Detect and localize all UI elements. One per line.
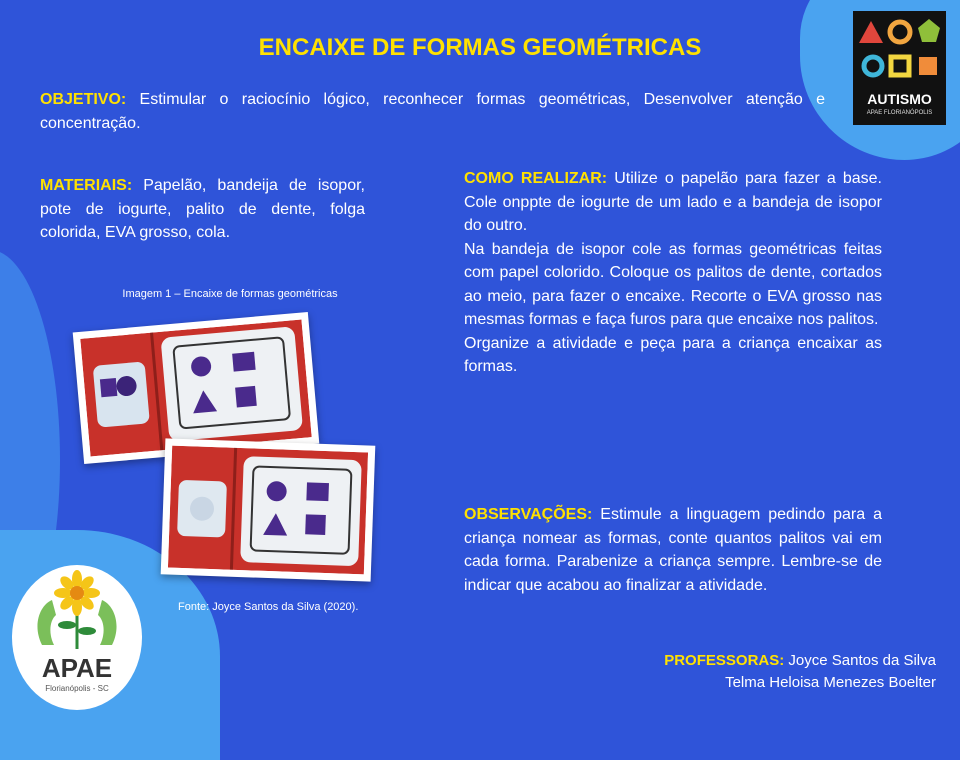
materiais-paragraph <box>40 174 365 245</box>
apae-flower-hands-icon <box>12 565 142 655</box>
photo-2-illustration <box>168 446 368 575</box>
professoras-line-1 <box>664 650 936 672</box>
como-realizar-p3: Organize a atividade e peça para a criança encaixar as formas. <box>464 334 882 375</box>
professoras-block <box>664 650 936 694</box>
objetivo-text: Estimular o raciocínio lógico, reconhecer formas geométricas, Desenvolver atenção e concentração. <box>40 91 825 132</box>
como-realizar-paragraph <box>464 167 882 379</box>
observacoes-label: OBSERVAÇÕES: <box>464 506 593 523</box>
como-realizar-label: COMO REALIZAR: <box>464 170 608 187</box>
professoras-label: PROFESSORAS: <box>664 652 785 669</box>
apae-logo-sub: Florianópolis - SC <box>45 684 109 693</box>
observacoes-text: Estimule a linguagem pedindo para a criança nomear as formas, conte quantos palitos vai em cada forma. Parabenize a criança sempre. Lembre-se de indicar que acabou ao finalizar a atividade. <box>464 506 882 594</box>
como-realizar-p2: Na bandeja de isopor cole as formas geométricas feitas com papel colorido. Coloque os palitos de dente, cortados ao meio, para fazer o encaixe. Recorte o EVA grosso nas mesmas formas e faça furos para que encaixe nos palitos. <box>464 240 882 328</box>
materiais-text: Papelão, bandeija de isopor, pote de iogurte, palito de dente, folga colorida, EVA grosso, cola. <box>40 177 365 241</box>
materiais-label: MATERIAIS: <box>40 177 133 194</box>
photo-1-illustration <box>80 320 311 457</box>
autismo-logo <box>853 11 946 125</box>
autismo-logo-word: AUTISMO <box>867 91 932 107</box>
como-realizar-line-1 <box>464 167 882 238</box>
activity-photo-2 <box>161 438 376 581</box>
apae-logo <box>12 565 142 710</box>
apae-logo-word: APAE <box>41 653 113 683</box>
professora-name-1: Joyce Santos da Silva <box>784 652 936 669</box>
page-title: ENCAIXE DE FORMAS GEOMÉTRICAS <box>258 34 702 61</box>
autismo-logo-sub: APAE FLORIANÓPOLIS <box>866 110 933 116</box>
como-realizar-text: Utilize o papelão para fazer a base. Cole onppte de iogurte de um lado e a bandeja de isopor do outro. <box>464 170 882 234</box>
professora-name-2: Telma Heloisa Menezes Boelter <box>725 674 936 691</box>
source-caption: Fonte: Joyce Santos da Silva (2020). <box>178 601 359 613</box>
observacoes-paragraph <box>464 503 882 597</box>
objetivo-paragraph <box>40 88 825 135</box>
autismo-shapes-icon <box>853 11 946 91</box>
image-caption: Imagem 1 – Encaixe de formas geométricas <box>122 288 338 300</box>
objetivo-label: OBJETIVO: <box>40 91 127 108</box>
